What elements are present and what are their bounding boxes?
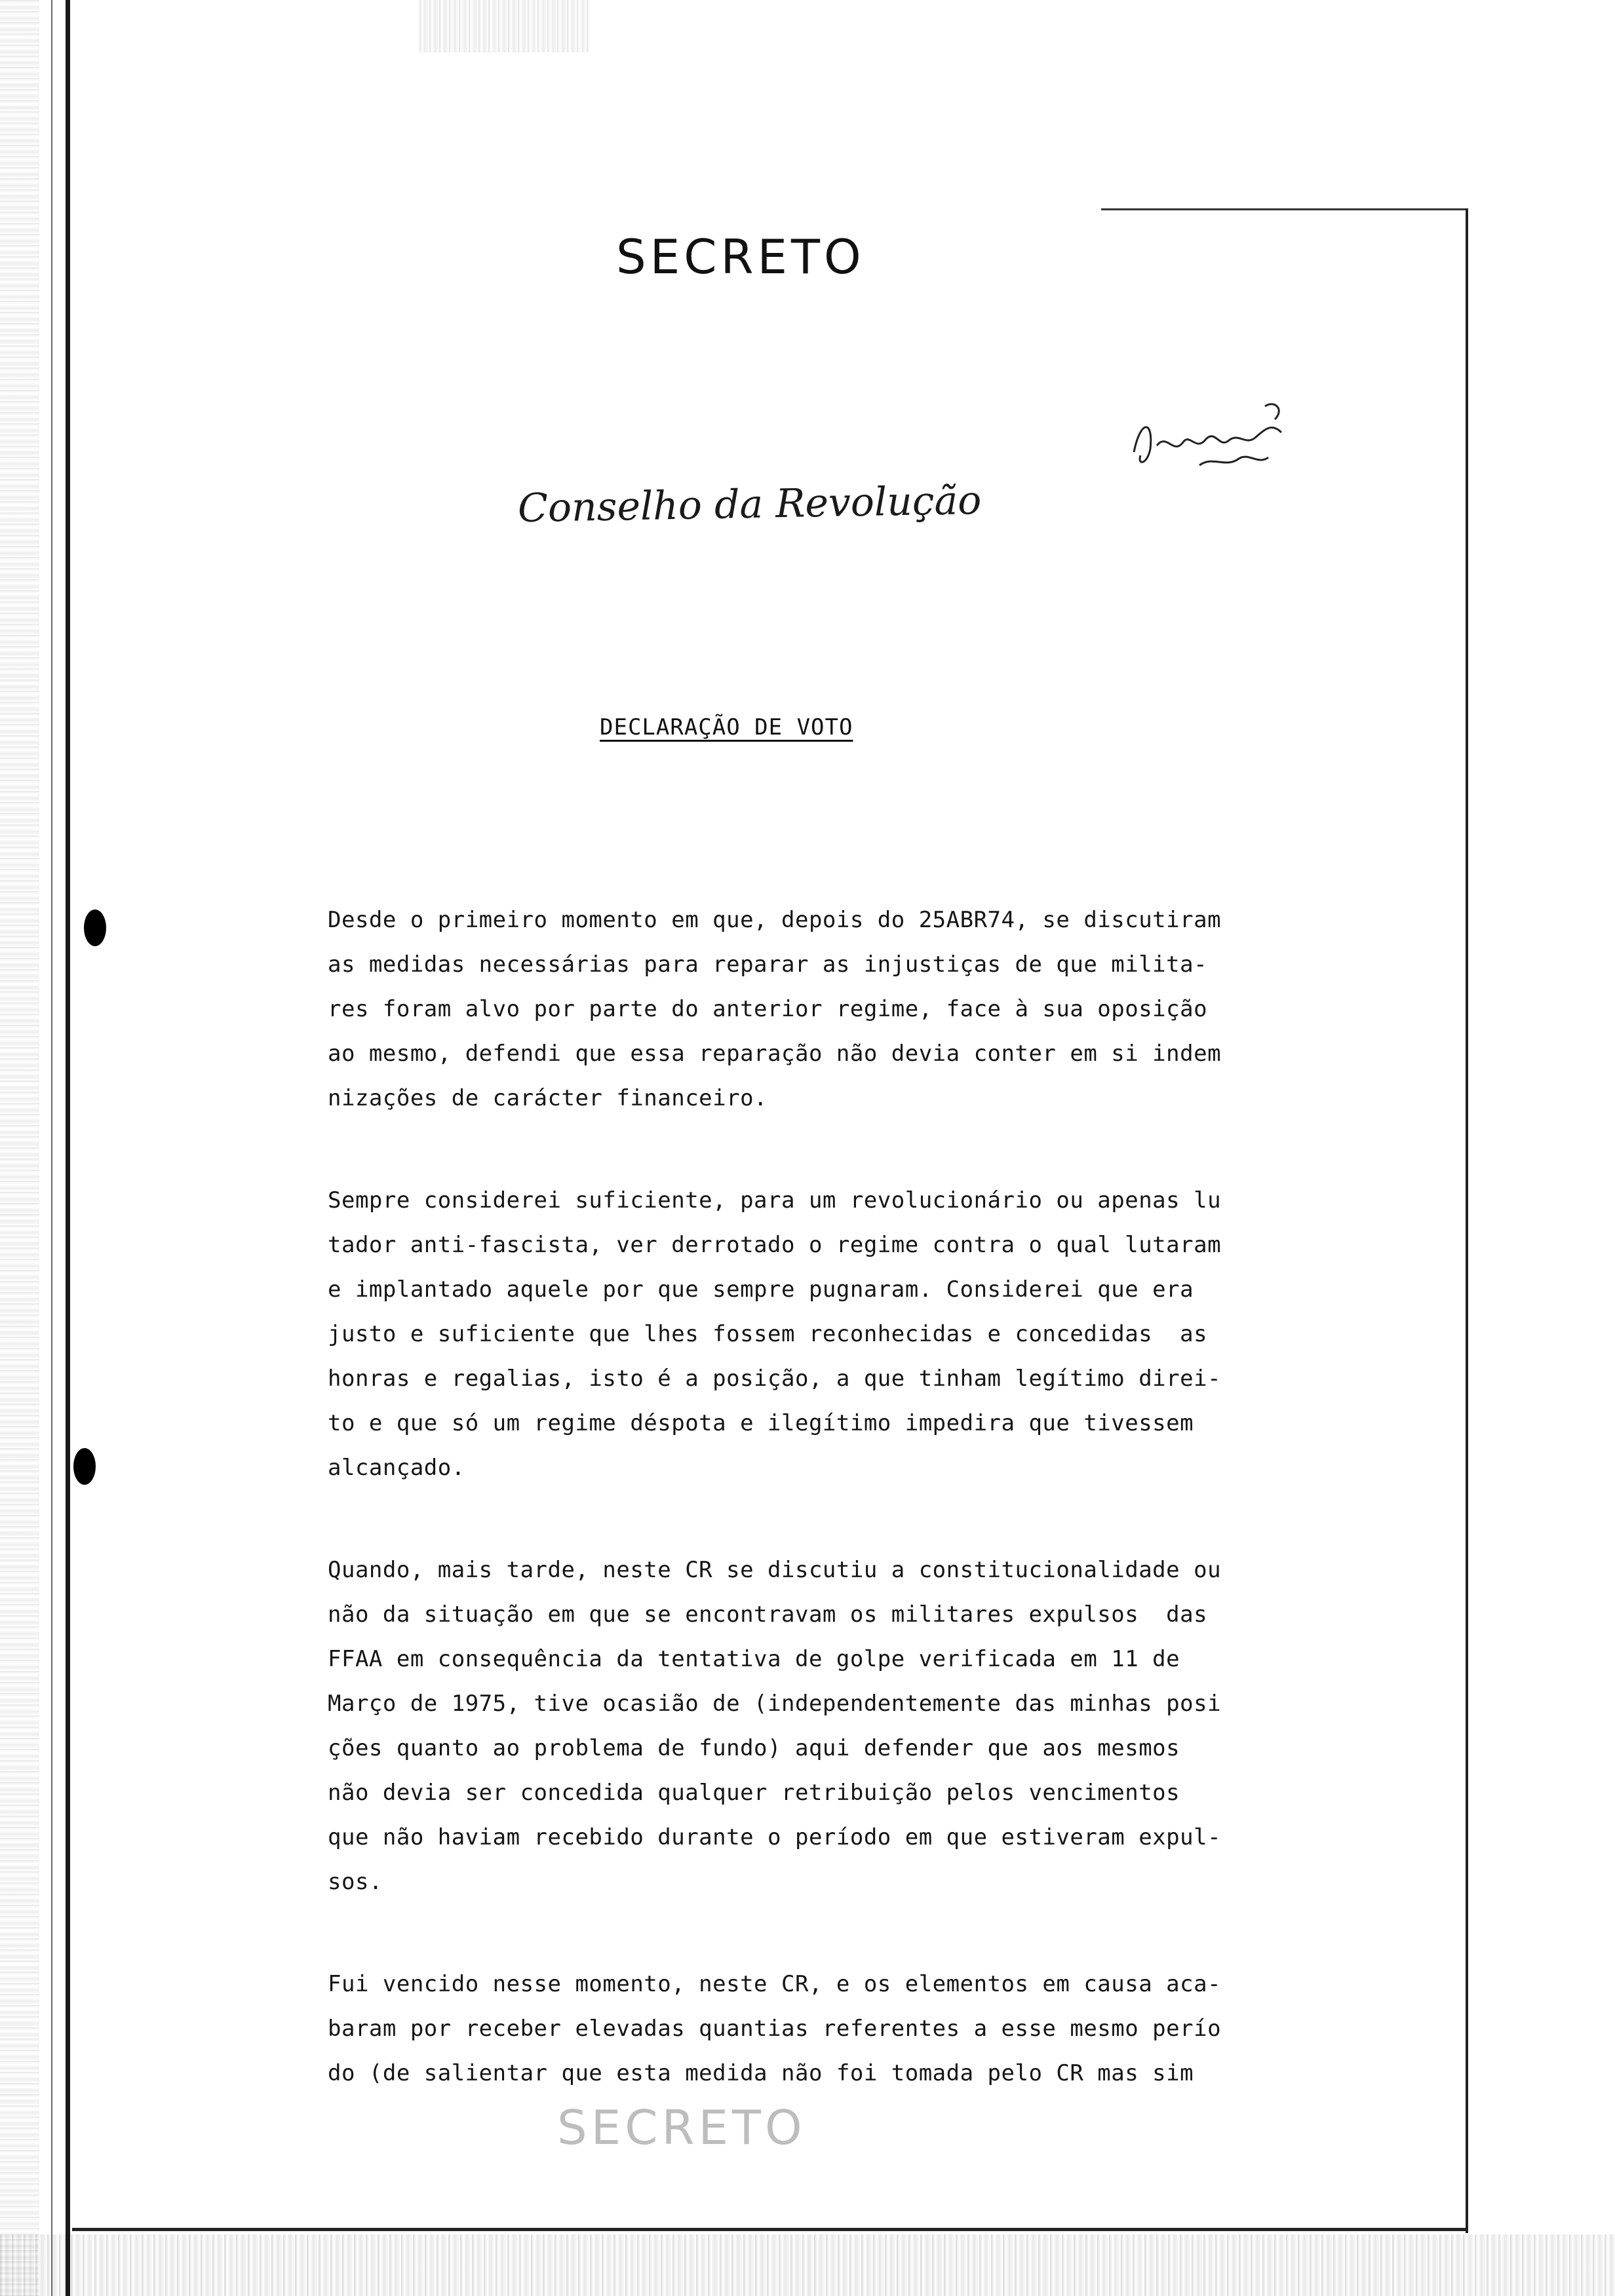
scan-noise-bottom xyxy=(0,2234,1615,2296)
text-line: do (de salientar que esta medida não foi tomada pelo CR mas sim xyxy=(328,2060,1194,2086)
text-line: res foram alvo por parte do anterior regime, face à sua oposição xyxy=(328,996,1208,1022)
text-line: que não haviam recebido durante o período em que estiveram expul- xyxy=(328,1824,1222,1850)
text-line: honras e regalias, isto é a posição, a que tinham legítimo direi- xyxy=(328,1366,1222,1392)
document-title: DECLARAÇÃO DE VOTO xyxy=(600,714,853,740)
scan-noise-left xyxy=(0,0,39,2296)
text-line: sos. xyxy=(328,1869,383,1895)
text-line: FFAA em consequência da tentativa de golpe verificada em 11 de xyxy=(328,1646,1180,1672)
text-line: alcançado. xyxy=(328,1455,465,1481)
text-line: as medidas necessárias para reparar as injustiças de que milita- xyxy=(328,951,1208,978)
text-line: justo e suficiente que lhes fossem reconhecidas e concedidas as xyxy=(328,1321,1208,1347)
text-line: tador anti-fascista, ver derrotado o regime contra o qual lutaram xyxy=(328,1232,1222,1258)
document-body xyxy=(328,898,1311,2095)
text-line: ções quanto ao problema de fundo) aqui defender que aos mesmos xyxy=(328,1735,1180,1761)
text-line: Quando, mais tarde, neste CR se discutiu a constitucionalidade ou xyxy=(328,1557,1222,1583)
binding-edge xyxy=(66,0,70,2296)
handwritten-heading: Conselho da Revolução xyxy=(517,477,982,532)
text-line: baram por receber elevadas quantias referentes a esse mesmo perío xyxy=(328,2016,1222,2042)
text-line: Março de 1975, tive ocasião de (independentemente das minhas posi xyxy=(328,1691,1222,1717)
text-line: Fui vencido nesse momento, neste CR, e os elementos em causa aca- xyxy=(328,1971,1222,1997)
secret-stamp-bottom: SECRETO xyxy=(557,2100,806,2155)
scan-edge-line xyxy=(51,0,52,2296)
text-line: to e que só um regime déspota e ilegítimo impedira que tivessem xyxy=(328,1410,1194,1436)
sheet-right-edge xyxy=(1466,208,1468,2233)
text-line: ao mesmo, defendi que essa reparação não devia conter em si indem xyxy=(328,1041,1222,1067)
punch-hole xyxy=(73,1448,96,1485)
sheet-top-edge xyxy=(1101,208,1468,210)
paragraph xyxy=(328,1548,1311,1904)
paragraph xyxy=(328,1962,1311,2095)
punch-hole xyxy=(84,909,106,946)
text-line: não da situação em que se encontravam os militares expulsos das xyxy=(328,1601,1208,1628)
secret-stamp-top: SECRETO xyxy=(616,229,865,284)
signature xyxy=(1127,393,1324,491)
bottom-edge xyxy=(72,2228,1468,2231)
scan-noise-top xyxy=(419,0,590,52)
text-line: Desde o primeiro momento em que, depois do 25ABR74, se discutiram xyxy=(328,907,1222,933)
text-line: nizações de carácter financeiro. xyxy=(328,1085,768,1111)
text-line: e implantado aquele por que sempre pugnaram. Considerei que era xyxy=(328,1276,1194,1303)
text-line: Sempre considerei suficiente, para um revolucionário ou apenas lu xyxy=(328,1187,1222,1214)
text-line: não devia ser concedida qualquer retribuição pelos vencimentos xyxy=(328,1780,1180,1806)
paragraph xyxy=(328,898,1311,1120)
paragraph xyxy=(328,1178,1311,1490)
